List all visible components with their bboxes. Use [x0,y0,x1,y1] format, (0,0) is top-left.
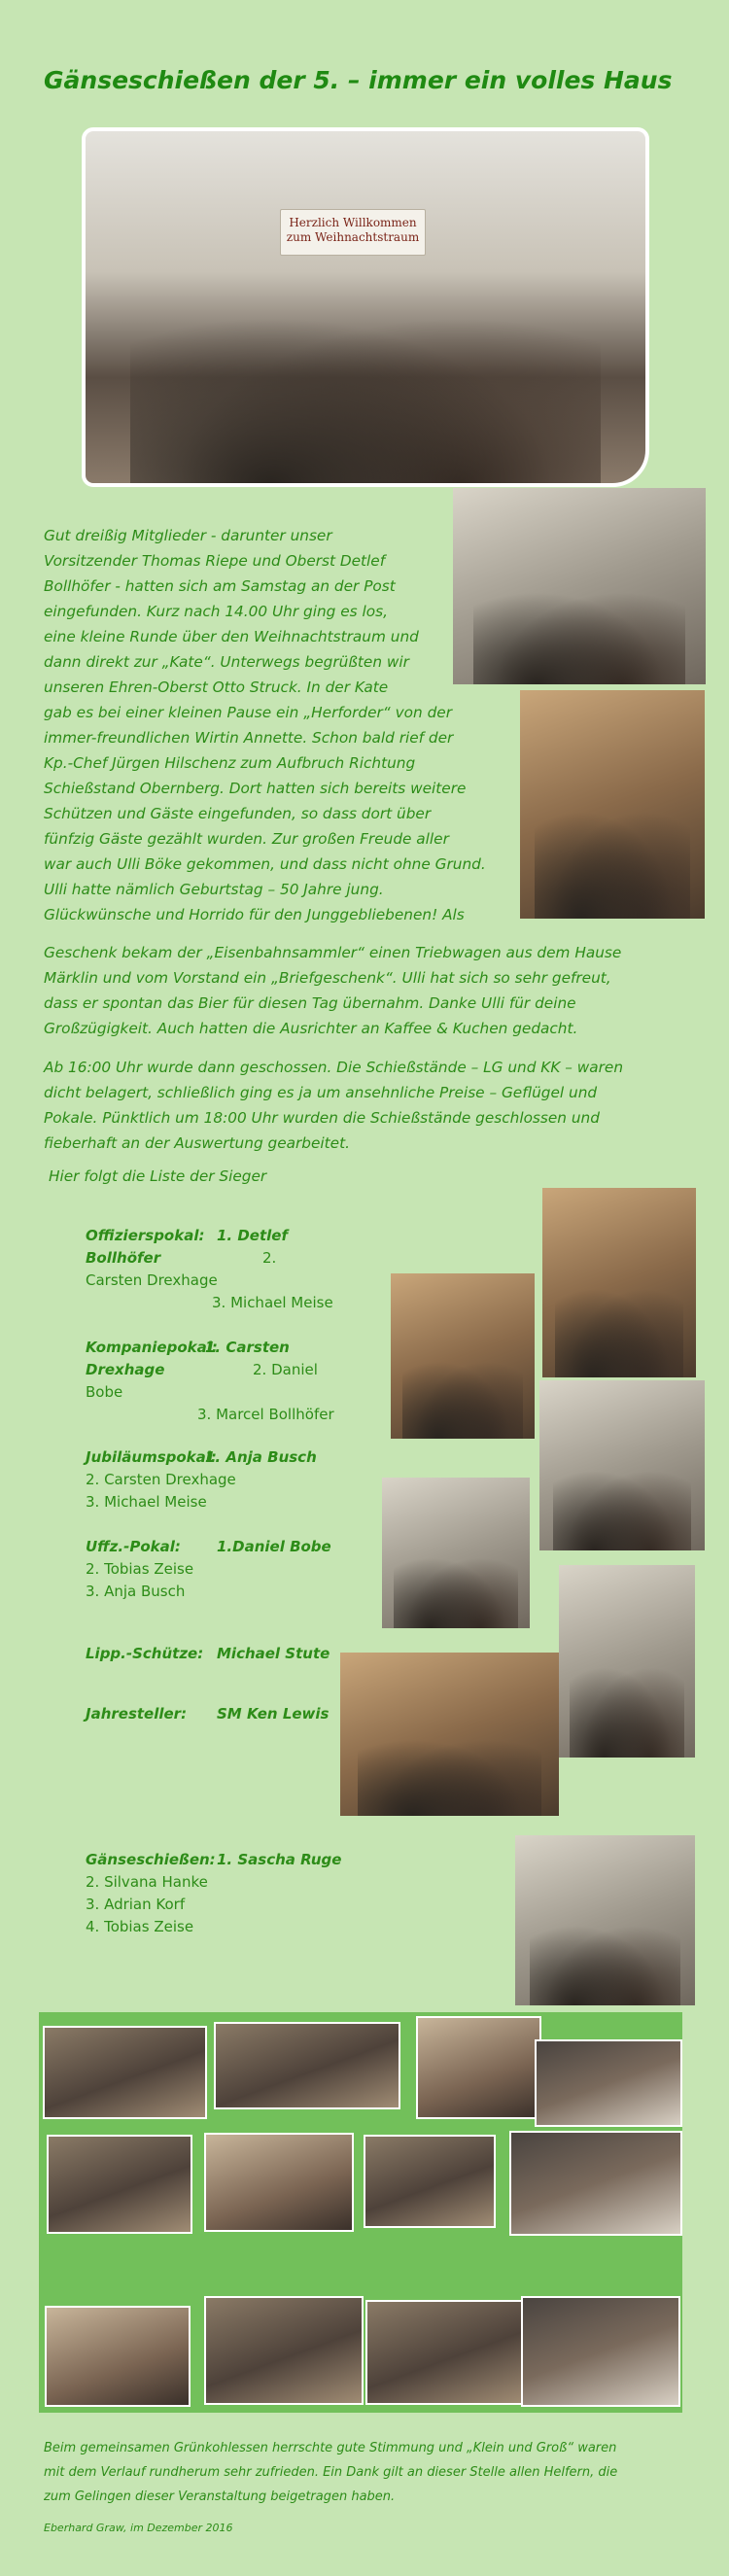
winner-fourth: 4. Tobias Zeise [86,1918,194,1935]
winner-first: 1. Carsten [205,1339,290,1356]
gift-line: Märklin und vom Vorstand ein „Briefgeschenk“. Ulli hat sich so sehr gefreut, [44,969,611,987]
intro-line: Gut dreißig Mitglieder - darunter unser [44,527,332,544]
winner-second: 2. Daniel [253,1361,318,1378]
gift-line: dass er spontan das Bier für diesen Tag übernahm. Danke Ulli für deine [44,994,576,1012]
winners-heading: Hier folgt die Liste der Sieger [49,1167,267,1185]
collage-photo [509,2131,682,2236]
photo-winners-3 [539,1380,705,1550]
winner-offizier [86,1225,377,1314]
winner-label: Kompaniepokal: [86,1339,218,1356]
winner-third: 3. Michael Meise [212,1294,333,1311]
winner-first: Michael Stute [217,1645,330,1662]
collage-photo [45,2306,191,2407]
intro-line: Glückwünsche und Horrido für den Junggebliebenen! Als [44,906,465,923]
collage-photo [535,2039,682,2127]
collage-photo [416,2016,541,2119]
intro-line: fünfzig Gäste gezählt wurden. Zur großen Freude aller [44,830,449,848]
photo-winners-6 [340,1653,559,1816]
photo-winners-4 [382,1478,530,1628]
winner-third: 3. Marcel Bollhöfer [197,1406,334,1423]
closing-line: Beim gemeinsamen Grünkohlessen herrschte gute Stimmung und „Klein und Groß“ waren [44,2441,617,2455]
gift-line: Großzügigkeit. Auch hatten die Ausrichter an Kaffee & Kuchen gedacht. [44,1020,578,1037]
intro-line: Ulli hatte nämlich Geburtstag – 50 Jahre jung. [44,881,384,898]
gift-line: Geschenk bekam der „Eisenbahnsammler“ einen Triebwagen aus dem Hause [44,944,622,961]
winner-jahres [86,1703,377,1725]
winner-first: 1.Daniel Bobe [217,1538,331,1555]
welcome-sign: Herzlich Willkommen zum Weihnachtstraum [280,209,426,256]
collage-photo [47,2135,192,2234]
winner-second: 2. Silvana Hanke [86,1873,208,1891]
winner-second-cont: Bobe [86,1383,123,1401]
intro-line: Kp.-Chef Jürgen Hilschenz zum Aufbruch Richtung [44,754,416,772]
collage-photo [365,2300,525,2405]
winner-gans [86,1849,377,1938]
winner-third: 3. Adrian Korf [86,1896,186,1913]
winner-second: Carsten Drexhage [86,1271,218,1289]
photo-winners-2 [391,1273,535,1439]
photo-winners-5 [559,1565,695,1758]
winner-third: 3. Anja Busch [86,1583,186,1600]
intro-line: unseren Ehren-Oberst Otto Struck. In der Kate [44,679,389,696]
winner-second: 2. Tobias Zeise [86,1560,194,1578]
winner-first: SM Ken Lewis [217,1705,330,1723]
closing-line: mit dem Verlauf rundherum sehr zufrieden. Ein Dank gilt an dieser Stelle allen Helfern, die [44,2465,618,2480]
intro-line: eingefunden. Kurz nach 14.00 Uhr ging es los, [44,603,388,620]
winner-lipp [86,1643,377,1665]
photo-collage [39,2012,682,2413]
intro-line: Bollhöfer - hatten sich am Samstag an der Post [44,577,396,595]
shooting-line: fieberhaft an der Auswertung gearbeitet. [44,1134,350,1152]
photo-kiss [515,1835,695,2005]
winner-first: 1. Detlef [217,1227,288,1244]
winner-uffz [86,1536,377,1603]
photo-hostess [520,690,705,919]
intro-line: war auch Ulli Böke gekommen, und dass nicht ohne Grund. [44,855,486,873]
shooting-line: dicht belagert, schließlich ging es ja um ansehnliche Preise – Geflügel und [44,1084,598,1101]
intro-line: immer-freundlichen Wirtin Annette. Schon bald rief der [44,729,454,747]
intro-line: gab es bei einer kleinen Pause ein „Herforder“ von der [44,704,452,721]
winner-second-num: 2. [262,1249,277,1267]
photo-winners-1 [542,1188,696,1377]
intro-line: dann direkt zur „Kate“. Unterwegs begrüßten wir [44,653,409,671]
winner-first-cont: Bollhöfer [86,1249,161,1267]
page-title: Gänseschießen der 5. – immer ein volles Haus [44,66,673,94]
winner-first: 1. Sascha Ruge [217,1851,342,1868]
winner-label: Gänseschießen: [86,1851,216,1868]
intro-line: Schießstand Obernberg. Dort hatten sich bereits weitere [44,780,467,797]
closing-paragraph [44,2436,705,2509]
intro-paragraph [44,523,520,927]
collage-photo [43,2026,207,2119]
shooting-line: Pokale. Pünktlich um 18:00 Uhr wurden die Schießstände geschlossen und [44,1109,600,1127]
winner-kompanie [86,1337,377,1426]
gift-paragraph [44,940,695,1041]
collage-photo [521,2296,680,2407]
winner-third: 3. Michael Meise [86,1493,207,1511]
intro-line: eine kleine Runde über den Weihnachtstraum und [44,628,419,645]
winner-label: Offizierspokal: [86,1227,205,1244]
author-signature: Eberhard Graw, im Dezember 2016 [44,2522,233,2534]
collage-photo [204,2296,364,2405]
shooting-paragraph [44,1055,695,1156]
winner-jubilaeum [86,1446,377,1514]
winner-first-cont: Drexhage [86,1361,165,1378]
collage-photo [204,2133,354,2232]
shooting-line: Ab 16:00 Uhr wurde dann geschossen. Die Schießstände – LG und KK – waren [44,1059,624,1076]
winner-first: 1. Anja Busch [205,1448,317,1466]
collage-photo [214,2022,400,2109]
hero-group-photo [82,127,649,487]
intro-line: Schützen und Gäste eingefunden, so dass dort über [44,805,432,822]
closing-line: zum Gelingen dieser Veranstaltung beigetragen haben. [44,2489,396,2504]
winner-label: Uffz.-Pokal: [86,1538,181,1555]
winner-label: Jubiläumspokal: [86,1448,217,1466]
winner-second: 2. Carsten Drexhage [86,1471,236,1488]
winner-label: Lipp.-Schütze: [86,1645,204,1662]
intro-line: Vorsitzender Thomas Riepe und Oberst Detlef [44,552,386,570]
winner-label: Jahresteller: [86,1705,188,1723]
collage-photo [364,2135,496,2228]
